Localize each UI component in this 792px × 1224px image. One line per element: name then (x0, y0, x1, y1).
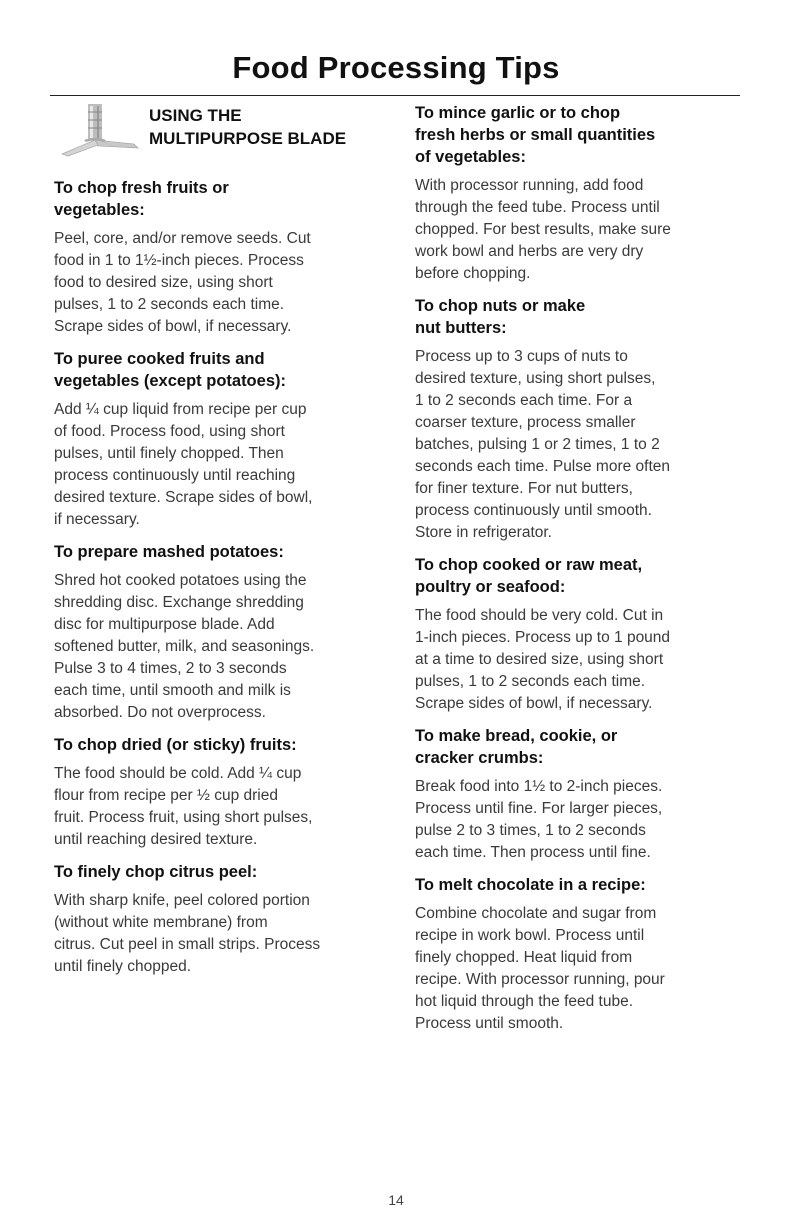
tip-body: With sharp knife, peel colored portion (without white membrane) from citrus. Cut peel in small strips. Process until finely chopped. (54, 892, 321, 975)
tip-body: The food should be cold. Add ¼ cup flour from recipe per ½ cup dried fruit. Process fruit, using short pulses, until reaching desired texture. (54, 765, 313, 848)
tip-body: Break food into 1½ to 2-inch pieces. Process until fine. For larger pieces, pulse 2 to 3 times, 1 to 2 seconds each time. Then process until fine. (415, 778, 663, 861)
blade-header (54, 102, 394, 177)
tip-mashed-potatoes (54, 541, 394, 724)
title-divider (50, 95, 740, 96)
blade-heading (149, 104, 346, 150)
tip-body: With processor running, add food through the feed tube. Process until chopped. For best results, make sure work bowl and herbs are very dry before chopping. (415, 177, 671, 282)
page-title: Food Processing Tips (232, 50, 560, 85)
tip-heading: To mince garlic or to chop fresh herbs or small quantities of vegetables: (415, 104, 656, 166)
blade-heading-line2: MULTIPURPOSE BLADE (149, 129, 347, 148)
tip-heading: To prepare mashed potatoes: (54, 543, 284, 561)
tip-heading: To chop fresh fruits or vegetables: (54, 179, 229, 219)
tip-chop-meat (415, 554, 755, 715)
tip-body: Add ¼ cup liquid from recipe per cup of food. Process food, using short pulses, until finely chopped. Then process continuously until reaching desired texture. Scrape sides of bowl, if necessary. (54, 401, 313, 528)
page-number: 14 (388, 1192, 404, 1208)
tip-heading: To chop cooked or raw meat, poultry or seafood: (415, 556, 643, 596)
tip-bread-crumbs (415, 725, 755, 864)
multipurpose-blade-icon (54, 102, 146, 158)
right-column (415, 102, 755, 1045)
tip-heading: To chop nuts or make nut butters: (415, 297, 586, 337)
tip-heading: To chop dried (or sticky) fruits: (54, 736, 297, 754)
tip-mince-garlic (415, 102, 755, 285)
tip-melt-chocolate (415, 874, 755, 1035)
tip-chop-nuts (415, 295, 755, 544)
tip-heading: To make bread, cookie, or cracker crumbs: (415, 727, 618, 767)
tip-body: Combine chocolate and sugar from recipe in work bowl. Process until finely chopped. Heat liquid from recipe. With processor running, pour hot liquid through the feed tube. Process until smooth. (415, 905, 665, 1032)
tip-body: Shred hot cooked potatoes using the shredding disc. Exchange shredding disc for multipurpose blade. Add softened butter, milk, and seasonings. Pulse 3 to 4 times, 2 to 3 seconds each time, until smooth and milk is absorbed. Do not overprocess. (54, 572, 315, 721)
tip-body: The food should be very cold. Cut in 1-inch pieces. Process up to 1 pound at a time to desired size, using short pulses, 1 to 2 seconds each time. Scrape sides of bowl, if necessary. (415, 607, 671, 712)
tip-body: Process up to 3 cups of nuts to desired texture, using short pulses, 1 to 2 seconds each time. For a coarser texture, process smaller batches, pulsing 1 or 2 times, 1 to 2 seconds each time. Pulse more often for finer texture. For nut butters, process continuously until smooth. Store in refrigerator. (415, 348, 671, 541)
left-column (54, 102, 394, 988)
tip-chop-citrus-peel (54, 861, 394, 978)
tip-heading: To puree cooked fruits and vegetables (except potatoes): (54, 350, 286, 390)
tip-puree-cooked-fruits (54, 348, 394, 531)
tip-chop-fresh-fruits (54, 177, 394, 338)
tip-heading: To finely chop citrus peel: (54, 863, 258, 881)
blade-heading-line1: USING THE (149, 106, 242, 125)
tip-body: Peel, core, and/or remove seeds. Cut food in 1 to 1½-inch pieces. Process food to desired size, using short pulses, 1 to 2 seconds each time. Scrape sides of bowl, if necessary. (54, 230, 311, 335)
tip-heading: To melt chocolate in a recipe: (415, 876, 646, 894)
tip-chop-dried-fruits (54, 734, 394, 851)
